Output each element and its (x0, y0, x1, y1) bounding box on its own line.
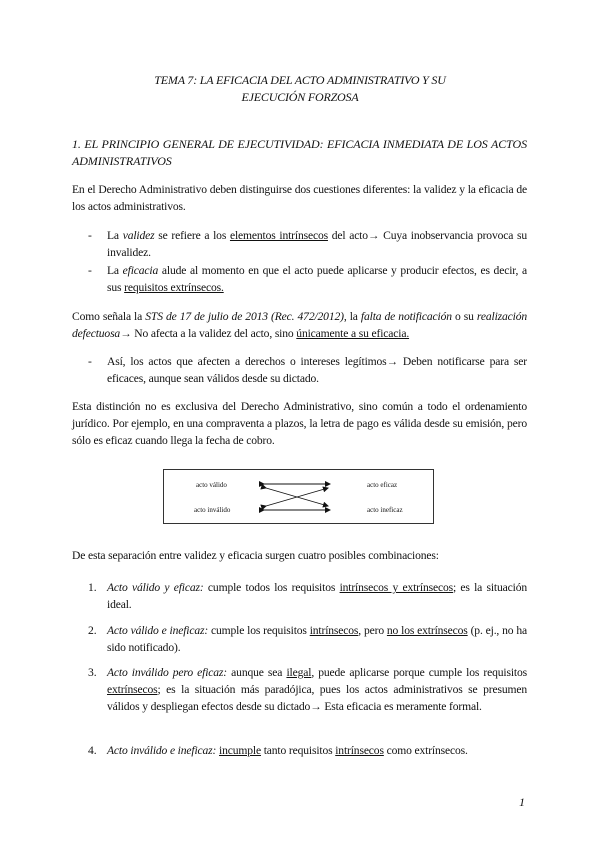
bullet-dash: - (88, 264, 92, 277)
combinaciones-intro: De esta separación entre validez y eficacia surgen cuatro posibles combinaciones: (72, 549, 439, 562)
distincion-paragraph: Esta distinción no es exclusiva del Derecho Administrativo, sino común a todo el ordenamiento jurídico. Por ejemplo, en una compraventa a plazos, la letra de pago es válida desde su emisión, pero sólo es eficaz cuando llega la fecha de cobro. (72, 400, 527, 447)
diagram-label-acto-ineficaz: acto ineficaz (367, 506, 403, 514)
bullet-text: La validez se refiere a los elementos intrínsecos del acto→ Cuya inobservancia provoca su invalidez. (107, 229, 528, 259)
diagram-label-acto-valido: acto válido (196, 481, 227, 489)
page-number: 1 (519, 795, 525, 809)
title-line-1: TEMA 7: LA EFICACIA DEL ACTO ADMINISTRATIVO Y SU (154, 73, 446, 87)
bullet-text: Así, los actos que afecten a derechos o intereses legítimos→ Deben notificarse para ser eficaces, aunque sean válidos desde su dictado. (107, 355, 527, 385)
item-term: Acto inválido e ineficaz: (107, 744, 217, 757)
item-number: 2. (88, 624, 97, 637)
diagram-label-acto-eficaz: acto eficaz (367, 481, 398, 489)
sts-reference: STS de 17 de julio de 2013 (Rec. 472/2012) (145, 310, 344, 323)
item-term: Acto válido e ineficaz: (107, 624, 209, 637)
item-number: 1. (88, 581, 97, 594)
section-heading: 1. EL PRINCIPIO GENERAL DE EJECUTIVIDAD: EFICACIA INMEDIATA DE LOS ACTOS ADMINISTRATIVOS (72, 137, 527, 168)
item-text: Acto inválido e ineficaz: incumple tanto requisitos intrínsecos como extrínsecos. (107, 744, 468, 757)
document-title (0, 72, 600, 106)
term-eficacia: eficacia (122, 264, 159, 277)
underline-requisitos-extrinsecos: requisitos extrínsecos. (124, 281, 224, 294)
validity-efficacy-diagram (163, 469, 434, 524)
bullet-dash: - (88, 355, 92, 368)
intro-paragraph: En el Derecho Administrativo deben distinguirse dos cuestiones diferentes: la validez y la eficacia de los actos administrativos. (72, 183, 527, 213)
item-number: 4. (88, 744, 97, 757)
item-term: Acto inválido pero eficaz: (107, 666, 228, 679)
term-realizacion-defectuosa: realización defectuosa (72, 310, 528, 340)
underline-eficacia: únicamente a su eficacia. (296, 327, 410, 340)
item-text: Acto válido y eficaz: cumple todos los requisitos intrínsecos y extrínsecos; es la situación ideal. (107, 581, 528, 611)
item-number: 3. (88, 666, 97, 679)
bullet-text: La eficacia alude al momento en que el acto puede aplicarse y producir efectos, es decir, a sus requisitos extrínsecos. (107, 264, 527, 294)
term-validez: validez (122, 229, 155, 242)
diagram-label-acto-invalido: acto inválido (194, 506, 231, 514)
diagram-arrows (164, 470, 433, 523)
item-text: Acto válido e ineficaz: cumple los requisitos intrínsecos, pero no los extrínsecos (p. ej., no ha sido notificado). (107, 624, 527, 654)
underline-elementos-intrinsecos: elementos intrínsecos (229, 229, 328, 242)
item-term: Acto válido y eficaz: (107, 581, 204, 594)
item-text: Acto inválido pero eficaz: aunque sea ilegal, puede aplicarse porque cumple los requisitos extrínsecos; es la situación más paradójica, pues los actos administrativos se presumen válidos y despliegan efectos desde su dictado→ Esta eficacia es meramente formal. (107, 666, 528, 713)
sts-paragraph: Como señala la STS de 17 de julio de 2013 (Rec. 472/2012), la falta de notificación o su realización defectuosa→ No afecta a la validez del acto, sino únicamente a su eficacia. (72, 310, 528, 340)
term-falta-notificacion: falta de notificación (360, 310, 452, 323)
bullet-dash: - (88, 229, 92, 242)
title-line-2: EJECUCIÓN FORZOSA (241, 90, 359, 104)
